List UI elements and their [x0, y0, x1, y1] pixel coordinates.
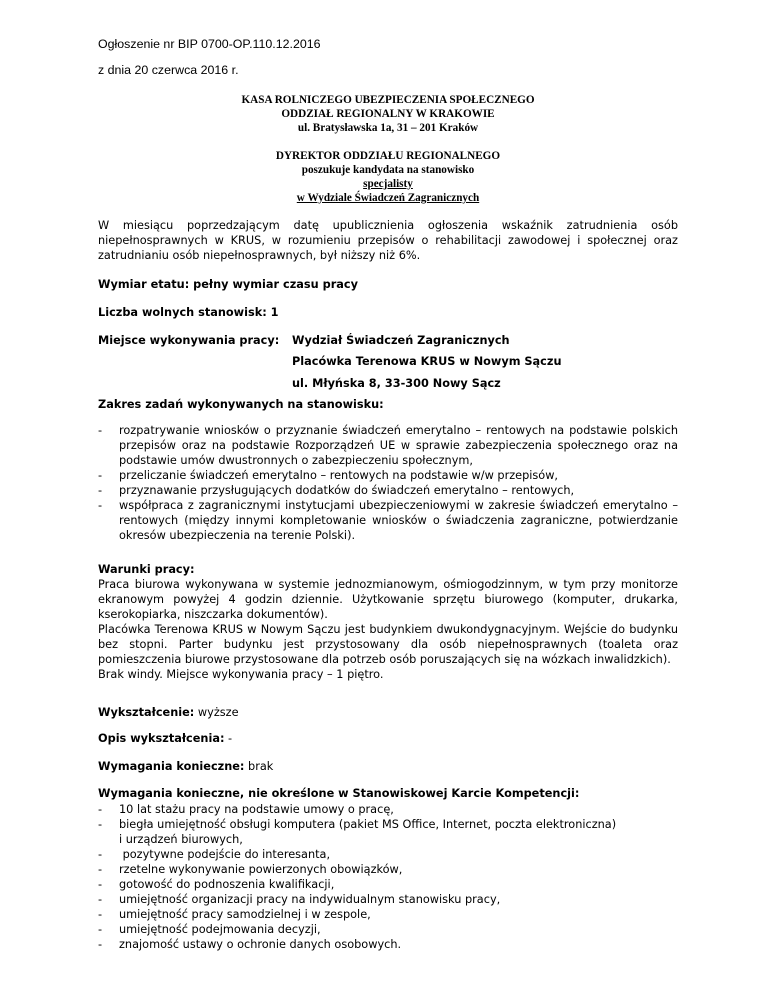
requirement-item-continuation: i urządzeń biurowych, — [119, 833, 243, 846]
requirement-item: - umiejętność organizacji pracy na indywidualnym stanowisku pracy, — [98, 892, 678, 907]
institution-branch: ODDZIAŁ REGIONALNY W KRAKOWIE — [281, 108, 495, 120]
requirement-item: - 10 lat stażu pracy na podstawie umowy o pracę, — [98, 802, 678, 817]
duty-item: - przeliczanie świadczeń emerytalno – rentowych na podstawie w/w przepisów, — [98, 468, 678, 483]
conditions-paragraph-3: Brak windy. Miejsce wykonywania pracy – 1 piętro. — [98, 668, 384, 681]
director-title: DYREKTOR ODDZIAŁU REGIONALNEGO — [275, 150, 501, 162]
location-office: Placówka Terenowa KRUS w Nowym Sączu — [292, 355, 562, 368]
duty-item: - współpraca z zagranicznymi instytucjami ubezpieczeniowymi w zakresie świadczeń emerytalno – rentowych (między innymi kompletowanie wniosków o świadczenia zagraniczne, potwierdzanie okresów ubezpieczenia na terenie Polski). — [98, 498, 678, 543]
institution-address: ul. Bratysławska 1a, 31 – 201 Kraków — [297, 122, 479, 134]
requirement-item: - biegła umiejętność obsługi komputera (pakiet MS Office, Internet, poczta elektroniczna) — [98, 817, 678, 832]
duty-item: - przyznawanie przysługujących dodatków do świadczeń emerytalno – rentowych, — [98, 483, 678, 498]
required-label: Wymagania konieczne: — [98, 760, 245, 773]
requirement-item: - umiejętność podejmowania decyzji, — [98, 922, 678, 937]
conditions-paragraph-2: Placówka Terenowa KRUS w Nowym Sączu jest budynkiem dwukondygnacyjnym. Wejście do budynku bez stopni. Parter budynku jest przystosowany dla osób niepełnosprawnych (toaleta oraz pomieszczenia biurowe przystosowane dla potrzeb osób poruszających się na wózkach inwalidzkich). — [98, 623, 678, 666]
conditions-body — [98, 577, 678, 682]
announcement-block — [98, 149, 678, 205]
conditions-paragraph-1: Praca biurowa wykonywana w systemie jednozmianowym, ośmiogodzinnym, w tym przy monitorze ekranowym powyżej 4 godzin dziennie. Użytkowanie sprzętu biurowego (komputer, drukarka, kserokopiarka, niszczarka dokumentów). — [98, 578, 678, 621]
position-title: specjalisty — [363, 178, 413, 190]
department-name: w Wydziale Świadczeń Zagranicznych — [296, 192, 480, 204]
location-address: ul. Młyńska 8, 33-300 Nowy Sącz — [292, 377, 501, 390]
vacancies-count: Liczba wolnych stanowisk: 1 — [98, 306, 279, 319]
requirement-item: - znajomość ustawy o ochronie danych osobowych. — [98, 937, 678, 952]
education-description-value: - — [224, 732, 233, 745]
required-extra-heading: Wymagania konieczne, nie określone w Stanowiskowej Karcie Kompetencji: — [98, 787, 580, 800]
duty-item: - rozpatrywanie wniosków o przyznanie świadczeń emerytalno – rentowych na podstawie polskich przepisów oraz na podstawie Rozporządzeń UE w sprawie zabezpieczenia społecznego oraz na podstawie umów dwustronnych o zabezpieczeniu społecznym, — [98, 423, 678, 468]
duties-heading: Zakres zadań wykonywanych na stanowisku: — [98, 398, 384, 411]
education-row — [98, 705, 239, 720]
location-department: Wydział Świadczeń Zagranicznych — [292, 334, 510, 347]
requirement-item: - rzetelne wykonywanie powierzonych obowiązków, — [98, 862, 678, 877]
duties-list — [98, 423, 678, 543]
required-extra-list — [98, 802, 678, 952]
education-value: wyższe — [194, 706, 239, 719]
announcement-date: z dnia 20 czerwca 2016 r. — [98, 63, 239, 77]
education-description-label: Opis wykształcenia: — [98, 732, 225, 745]
location-label: Miejsce wykonywania pracy: — [98, 334, 280, 347]
education-description-row — [98, 731, 232, 746]
institution-name: KASA ROLNICZEGO UBEZPIECZENIA SPOŁECZNEGO — [241, 94, 535, 106]
intro-paragraph: W miesiącu poprzedzającym datę upublicznienia ogłoszenia wskaźnik zatrudnienia osób niepełnosprawnych w KRUS, w rozumieniu przepisów o rehabilitacji zawodowej i społecznej oraz zatrudnianiu osób niepełnosprawnych, był niższy niż 6%. — [98, 219, 678, 262]
institution-block — [98, 93, 678, 135]
requirement-item: - pozytywne podejście do interesanta, — [98, 847, 678, 862]
seeks-candidate: poszukuje kandydata na stanowisko — [301, 164, 475, 176]
conditions-heading: Warunki pracy: — [98, 563, 195, 576]
education-label: Wykształcenie: — [98, 706, 195, 719]
required-value: brak — [244, 760, 274, 773]
required-row — [98, 759, 273, 774]
announcement-reference: Ogłoszenie nr BIP 0700-OP.110.12.2016 — [98, 37, 321, 51]
requirement-item: - gotowość do podnoszenia kwalifikacji, — [98, 877, 678, 892]
requirement-item: - umiejętność pracy samodzielnej i w zespole, — [98, 907, 678, 922]
employment-scope: Wymiar etatu: pełny wymiar czasu pracy — [98, 278, 358, 291]
